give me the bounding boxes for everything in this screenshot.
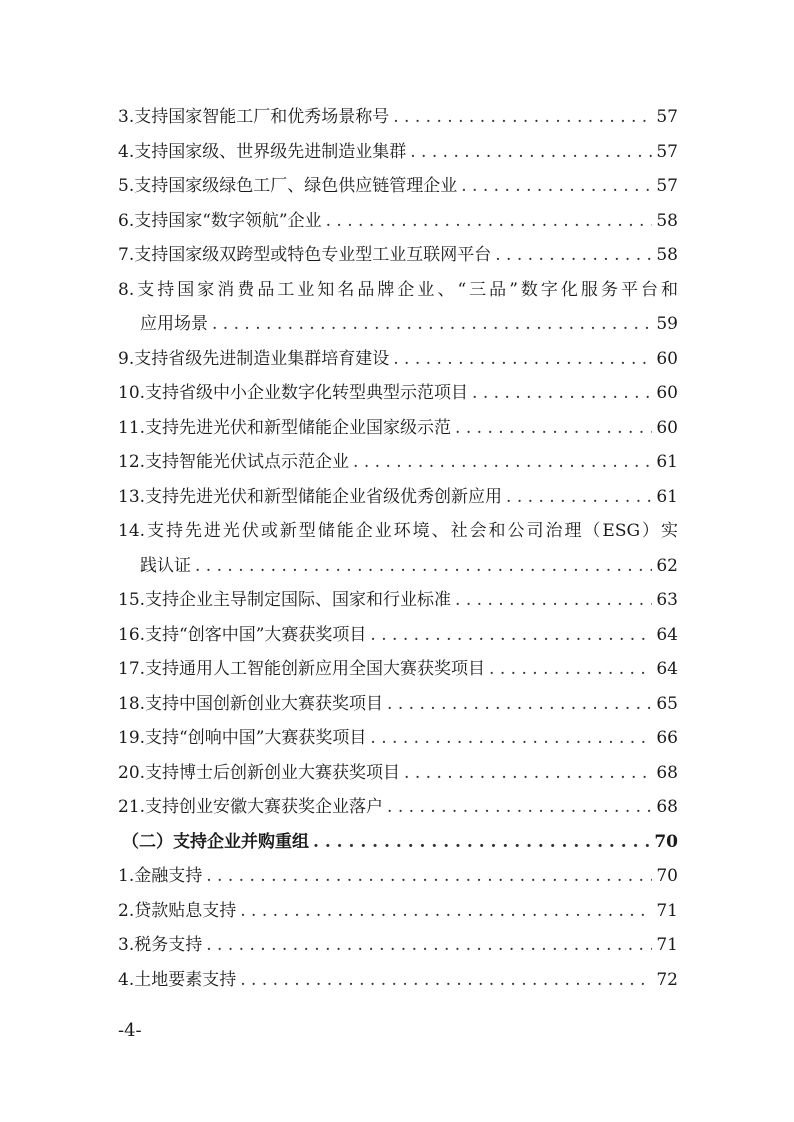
toc-entry-title: 6.支持国家“数字领航”企业 [118, 210, 322, 231]
dot-leader [353, 445, 652, 480]
dot-leader [506, 480, 652, 515]
toc-entry-title-continued: 应用场景 [140, 314, 208, 334]
dot-leader [472, 376, 652, 411]
toc-entry[interactable] [118, 583, 678, 618]
dot-leader [326, 204, 652, 239]
toc-entry-title: 17.支持通用人工智能创新应用全国大赛获奖项目 [118, 659, 486, 679]
toc-entry-page: 64 [656, 624, 678, 645]
toc-entry[interactable] [118, 618, 678, 653]
toc-entry-title: 18.支持中国创新创业大赛获奖项目 [118, 693, 384, 714]
toc-entry-page: 71 [656, 900, 678, 921]
toc-section-page: 70 [654, 831, 678, 852]
toc-entry[interactable] [118, 273, 678, 308]
toc-entry-title: 3.支持国家智能工厂和优秀场景称号 [118, 107, 390, 127]
toc-entry[interactable] [118, 652, 678, 687]
toc-entry-title: 2.贷款贴息支持 [118, 900, 237, 921]
dot-leader [195, 549, 652, 584]
toc-entry-title: 8.支持国家消费品工业知名品牌企业、“三品”数字化服务平台和 [118, 279, 678, 300]
toc-entry[interactable] [118, 480, 678, 515]
toc-section-title: （二）支持企业并购重组 [122, 831, 309, 852]
toc-entry[interactable] [118, 894, 678, 929]
toc-entry[interactable] [118, 411, 678, 446]
toc-entry[interactable] [118, 963, 678, 998]
toc-entry-page: 71 [656, 935, 678, 955]
dot-leader [206, 928, 652, 963]
dot-leader [455, 583, 652, 618]
page-number-footer: -4- [118, 1020, 142, 1041]
toc-entry-continuation[interactable] [118, 307, 678, 342]
toc-entry-title: 13.支持先进光伏和新型储能企业省级优秀创新应用 [118, 486, 503, 507]
dot-leader [404, 756, 652, 791]
toc-entry-page: 61 [656, 486, 678, 507]
toc-entry-title: 16.支持“创客中国”大赛获奖项目 [118, 624, 367, 645]
toc-entry[interactable] [118, 928, 678, 963]
toc-entry-title: 20.支持博士后创新创业大赛获奖项目 [118, 762, 401, 783]
toc-entry-page: 68 [656, 762, 678, 783]
toc-entry-title: 19.支持“创响中国”大赛获奖项目 [118, 728, 367, 748]
toc-entry[interactable] [118, 514, 678, 549]
toc-entry-page: 61 [656, 452, 678, 472]
toc-entry[interactable] [118, 756, 678, 791]
toc-entry[interactable] [118, 238, 678, 273]
toc-entry-title: 12.支持智能光伏试点示范企业 [118, 452, 350, 472]
toc-entry-page: 63 [656, 590, 678, 610]
toc-entry[interactable] [118, 859, 678, 894]
toc-entry-page: 59 [656, 314, 678, 334]
toc-section-heading[interactable] [118, 825, 678, 860]
toc-entry[interactable] [118, 342, 678, 377]
toc-entry-title: 3.税务支持 [118, 935, 203, 955]
toc-entry-page: 60 [656, 348, 678, 369]
toc-entry-page: 70 [656, 866, 678, 886]
toc-entry[interactable] [118, 376, 678, 411]
toc-entry-title: 9.支持省级先进制造业集群培育建设 [118, 348, 390, 369]
toc-entry-page: 57 [656, 107, 678, 127]
dot-leader [455, 411, 652, 446]
dot-leader [393, 342, 652, 377]
dot-leader [495, 238, 652, 273]
toc-entry[interactable] [118, 135, 678, 170]
toc-entry-page: 57 [656, 176, 678, 196]
toc-entry-page: 60 [656, 383, 678, 403]
toc-entry[interactable] [118, 687, 678, 722]
toc-entry-title: 14.支持先进光伏或新型储能企业环境、社会和公司治理（ESG）实 [118, 521, 678, 541]
toc-entry-page: 64 [656, 659, 678, 679]
toc-entry-continuation[interactable] [118, 549, 678, 584]
dot-leader [387, 687, 652, 722]
dot-leader [410, 135, 652, 170]
toc-entry-title: 7.支持国家级双跨型或特色专业型工业互联网平台 [118, 245, 492, 265]
toc-entry-title: 1.金融支持 [118, 866, 203, 886]
table-of-contents [118, 100, 678, 997]
toc-entry-page: 65 [656, 693, 678, 714]
dot-leader [370, 721, 652, 756]
dot-leader [313, 825, 650, 860]
toc-entry-page: 57 [656, 141, 678, 162]
toc-entry-title: 15.支持企业主导制定国际、国家和行业标准 [118, 590, 452, 610]
toc-entry-title: 4.支持国家级、世界级先进制造业集群 [118, 141, 407, 162]
toc-entry-page: 58 [656, 245, 678, 265]
toc-entry[interactable] [118, 445, 678, 480]
toc-entry-title: 10.支持省级中小企业数字化转型典型示范项目 [118, 383, 469, 403]
dot-leader [387, 790, 652, 825]
dot-leader [206, 859, 652, 894]
toc-entry-page: 58 [656, 210, 678, 231]
toc-entry[interactable] [118, 204, 678, 239]
toc-entry-title-continued: 践认证 [140, 555, 191, 576]
toc-entry-page: 60 [656, 417, 678, 438]
toc-entry-page: 68 [656, 797, 678, 817]
dot-leader [393, 100, 652, 135]
toc-entry[interactable] [118, 790, 678, 825]
toc-entry-title: 21.支持创业安徽大赛获奖企业落户 [118, 797, 384, 817]
dot-leader [489, 652, 652, 687]
toc-entry-title: 11.支持先进光伏和新型储能企业国家级示范 [118, 417, 452, 438]
toc-entry-page: 72 [656, 969, 678, 990]
toc-entry[interactable] [118, 169, 678, 204]
dot-leader [240, 894, 652, 929]
toc-entry-page: 62 [656, 555, 678, 576]
toc-entry-title: 4.土地要素支持 [118, 969, 237, 990]
toc-entry[interactable] [118, 100, 678, 135]
toc-entry-title: 5.支持国家级绿色工厂、绿色供应链管理企业 [118, 176, 458, 196]
dot-leader [212, 307, 652, 342]
toc-entry[interactable] [118, 721, 678, 756]
dot-leader [461, 169, 652, 204]
dot-leader [370, 618, 652, 653]
dot-leader [240, 963, 652, 998]
toc-entry-page: 66 [656, 728, 678, 748]
